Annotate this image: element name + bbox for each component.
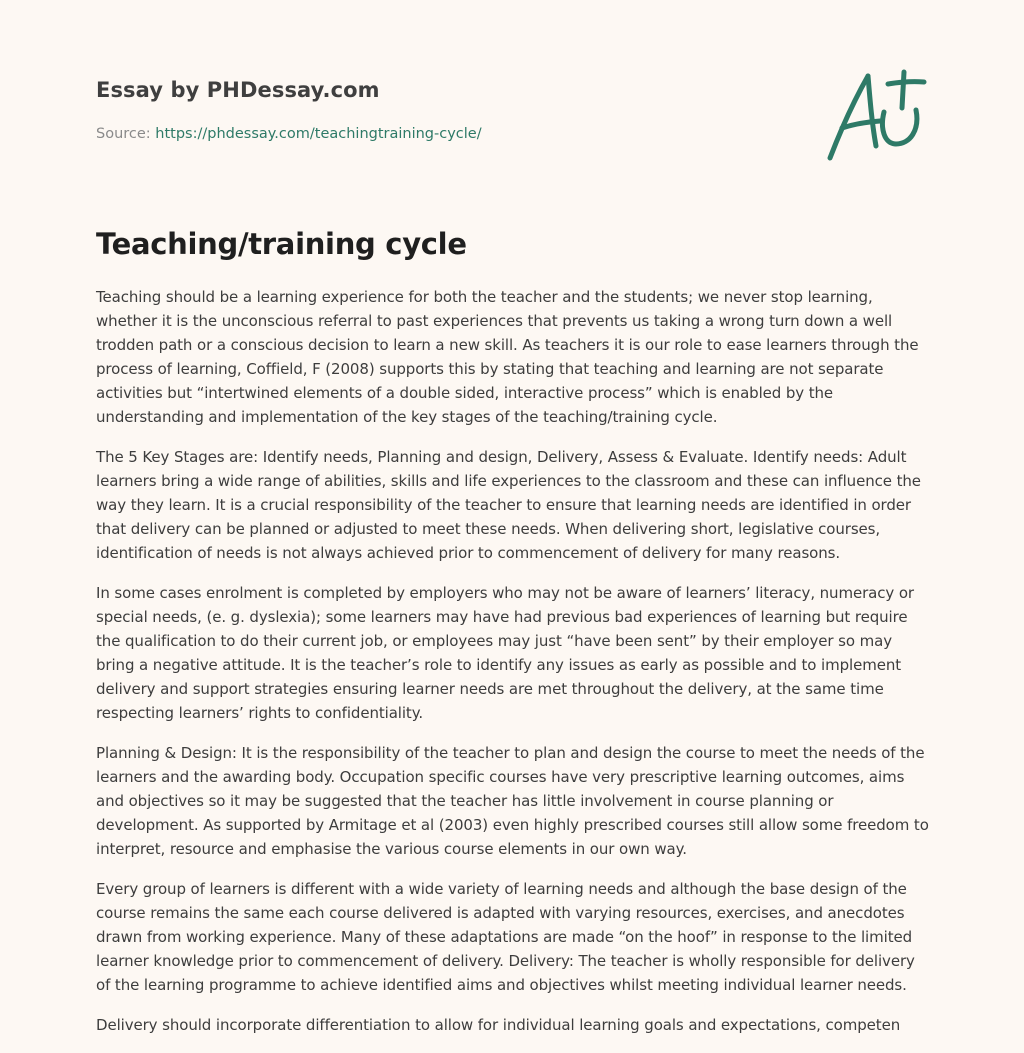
essay-paragraph: Every group of learners is different with a wide variety of learning needs and although the base design of the course remains the same each course delivered is adapted with varying resources, exercises, and anecdotes drawn from working experience. Many of these adaptations are made “on the hoof” in response to the limited learner knowledge prior to commencement of delivery. Delivery: The teacher is wholly responsible for delivery of the learning programme to achieve identified aims and objectives whilst meeting individual learner needs. (96, 880, 915, 994)
essay-title: Teaching/training cycle (96, 227, 467, 261)
source-line (96, 124, 796, 144)
essay-paragraph: The 5 Key Stages are: Identify needs, Planning and design, Delivery, Assess & Evaluate. Identify needs: Adult learners bring a wide range of abilities, skills and life experiences to the classroom and these can influence the way they learn. It is a crucial responsibility of the teacher to ensure that learning needs are identified in order that delivery can be planned or adjusted to meet these needs. When delivering short, legislative courses, identification of needs is not always achieved prior to commencement of delivery for many reasons. (96, 448, 921, 562)
site-brand: Essay by PHDessay.com (96, 78, 380, 102)
source-label: Source: (96, 126, 151, 142)
essay-paragraph: Teaching should be a learning experience for both the teacher and the students; we never stop learning, whether it is the unconscious referral to past experiences that prevents us taking a wrong turn down a well trodden path or a conscious decision to learn a new skill. As teachers it is our role to ease learners through the process of learning, Coffield, F (2008) supports this by stating that teaching and learning are not separate activities but “intertwined elements of a double sided, interactive process” which is enabled by the understanding and implementation of the key stages of the teaching/training cycle. (96, 288, 919, 426)
essay-paragraph: Delivery should incorporate differentiation to allow for individual learning goals and expectations, competen (96, 1016, 901, 1034)
page-header (96, 76, 796, 144)
essay-paragraph: In some cases enrolment is completed by employers who may not be aware of learners’ literacy, numeracy or special needs, (e. g. dyslexia); some learners may have had previous bad experiences of learning but require the qualification to do their current job, or employees may just “have been sent” by their employer so may bring a negative attitude. It is the teacher’s role to identify any issues as early as possible and to implement delivery and support strategies ensuring learner needs are met throughout the delivery, at the same time respecting learners’ rights to confidentiality. (96, 584, 915, 722)
essay-body (96, 285, 932, 1053)
source-link[interactable]: https://phdessay.com/teachingtraining-cycle/ (155, 126, 482, 142)
a-plus-grade-icon (818, 66, 930, 166)
essay-paragraph: Planning & Design: It is the responsibility of the teacher to plan and design the course to meet the needs of the learners and the awarding body. Occupation specific courses have very prescriptive learning outcomes, aims and objectives so it may be suggested that the teacher has little involvement in course planning or development. As supported by Armitage et al (2003) even highly prescribed courses still allow some freedom to interpret, resource and emphasise the various course elements in our own way. (96, 744, 929, 858)
